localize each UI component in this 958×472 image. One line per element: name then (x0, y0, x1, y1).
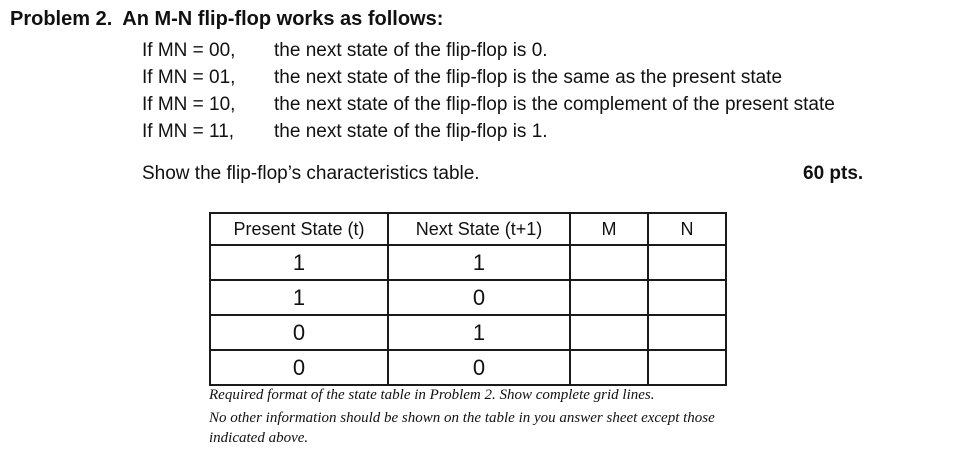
cell-present-state: 1 (210, 245, 388, 280)
table-row (210, 350, 726, 385)
condition-row (142, 92, 835, 118)
condition-if: If MN = 10, (142, 94, 236, 115)
cell-present-state: 1 (210, 280, 388, 315)
table-row (210, 245, 726, 280)
cell-n (648, 315, 726, 350)
problem-number: Problem 2. (10, 8, 113, 30)
cell-m (570, 315, 648, 350)
cell-m (570, 350, 648, 385)
cell-n (648, 245, 726, 280)
condition-row (142, 65, 782, 91)
condition-if: If MN = 11, (142, 121, 235, 142)
cell-m (570, 280, 648, 315)
cell-m (570, 245, 648, 280)
condition-if: If MN = 00, (142, 40, 236, 61)
header-n: N (648, 213, 726, 245)
table-row (210, 315, 726, 350)
condition-row (142, 38, 548, 64)
table-note: No other information should be shown on the table in you answer sheet except those (209, 410, 715, 426)
problem-heading (10, 8, 443, 31)
cell-next-state: 0 (388, 350, 570, 385)
header-m: M (570, 213, 648, 245)
cell-present-state: 0 (210, 350, 388, 385)
condition-then: the next state of the flip-flop is 0. (274, 40, 548, 61)
cell-n (648, 350, 726, 385)
cell-next-state: 0 (388, 280, 570, 315)
cell-next-state: 1 (388, 245, 570, 280)
table-note: indicated above. (209, 430, 309, 446)
table-row (210, 280, 726, 315)
condition-then: the next state of the flip-flop is the same as the present state (274, 67, 783, 88)
header-present-state: Present State (t) (210, 213, 388, 245)
cell-n (648, 280, 726, 315)
condition-row (142, 119, 548, 145)
task-instruction: Show the flip-flop’s characteristics table. (142, 163, 480, 184)
points-label: 60 pts. (803, 163, 864, 184)
cell-next-state: 1 (388, 315, 570, 350)
table-header-row (210, 213, 726, 245)
problem-title: An M-N flip-flop works as follows: (122, 8, 444, 30)
state-table (209, 212, 727, 386)
condition-if: If MN = 01, (142, 67, 236, 88)
cell-present-state: 0 (210, 315, 388, 350)
header-next-state: Next State (t+1) (388, 213, 570, 245)
table-note: Required format of the state table in Problem 2. Show complete grid lines. (209, 387, 655, 403)
condition-then: the next state of the flip-flop is the complement of the present state (274, 94, 835, 115)
condition-then: the next state of the flip-flop is 1. (274, 121, 548, 142)
